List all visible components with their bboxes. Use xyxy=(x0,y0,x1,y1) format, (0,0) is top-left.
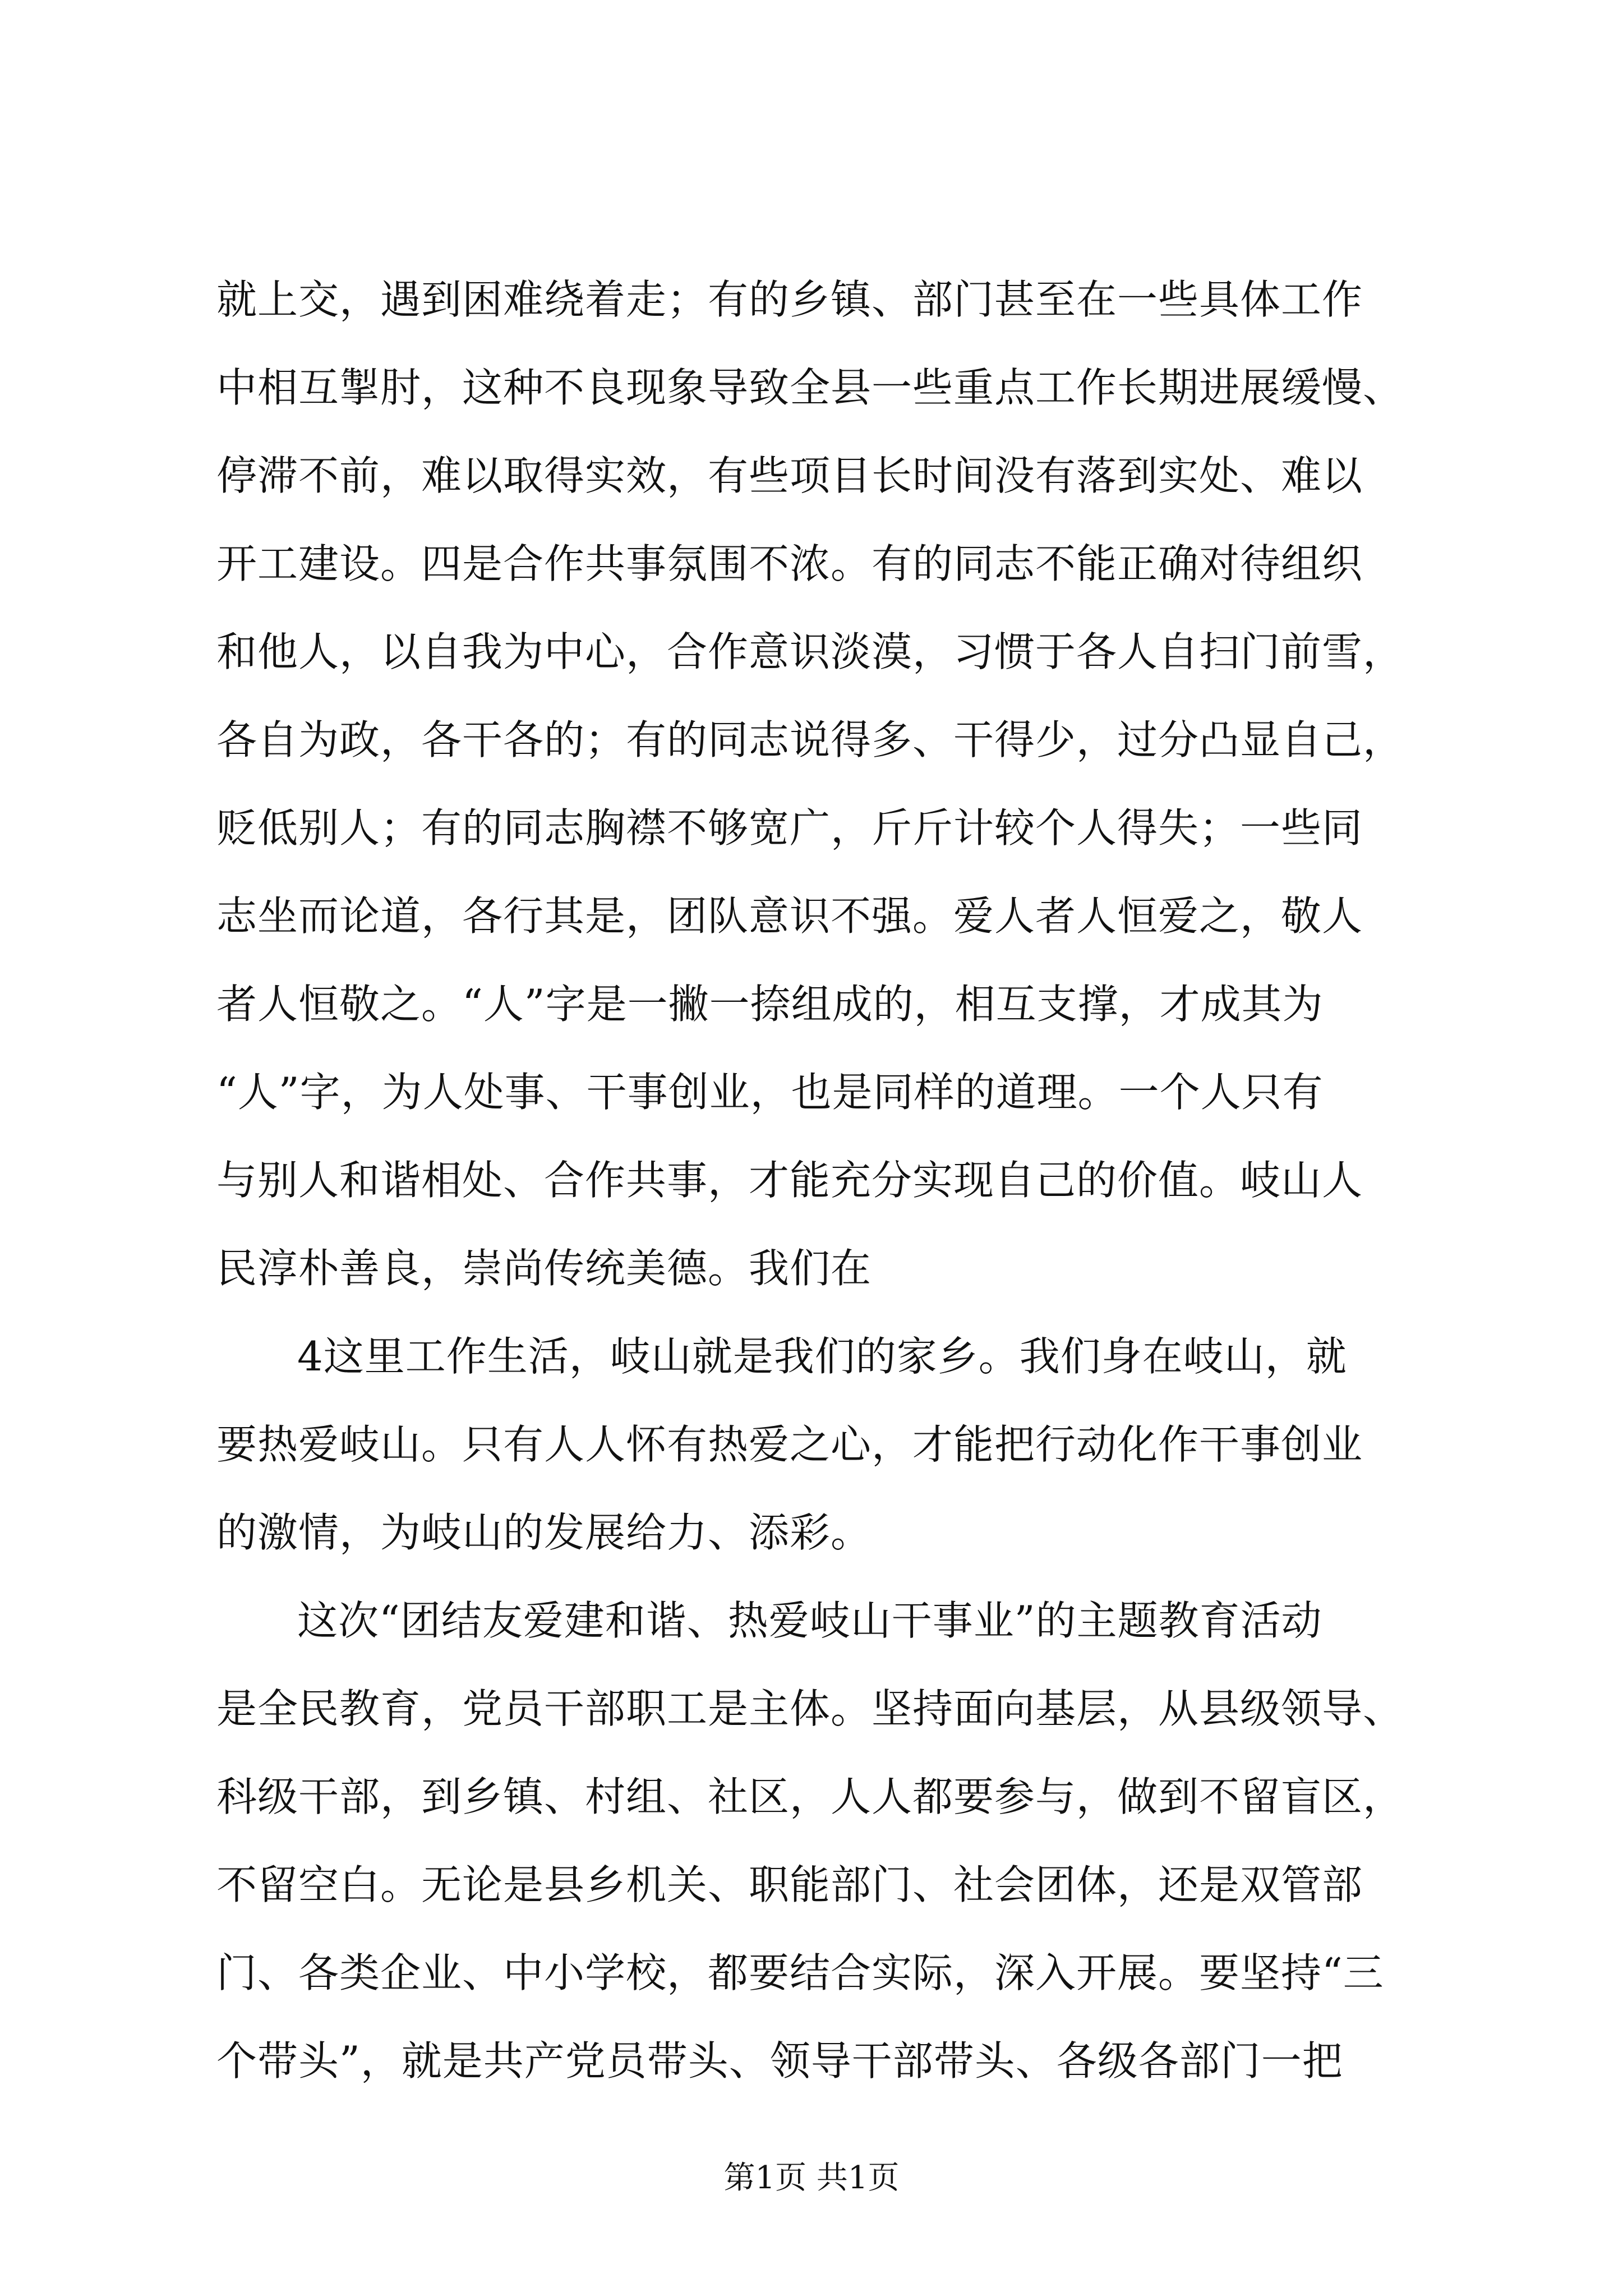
text-line: 要热爱岐山。只有人人怀有热爱之心，才能把行动化作干事创业 xyxy=(216,1421,1363,1468)
body-text xyxy=(216,256,1473,2105)
text-line: 民淳朴善良，崇尚传统美德。我们在 xyxy=(216,1245,872,1292)
text-line: 4这里工作生活，岐山就是我们的家乡。我们身在岐山，就 xyxy=(297,1333,1347,1380)
text-line: 个带头”，就是共产党员带头、领导干部带头、各级各部门一把 xyxy=(216,2037,1343,2085)
text-line: 门、各类企业、中小学校，都要结合实际，深入开展。要坚持“三 xyxy=(216,1949,1384,1996)
text-line: 停滞不前，难以取得实效，有些项目长时间没有落到实处、难以 xyxy=(216,452,1363,499)
text-line: 与别人和谐相处、合作共事，才能充分实现自己的价值。岐山人 xyxy=(216,1157,1363,1204)
text-line: 和他人，以自我为中心，合作意识淡漠，习惯于各人自扫门前雪， xyxy=(216,628,1404,675)
text-line: 中相互掣肘，这种不良现象导致全县一些重点工作长期进展缓慢、 xyxy=(216,364,1404,411)
page-footer: 第1页 共1页 xyxy=(723,2160,900,2196)
text-line: 志坐而论道，各行其是，团队意识不强。爱人者人恒爱之，敬人 xyxy=(216,892,1363,940)
text-line: 这次“团结友爱建和谐、热爱岐山干事业”的主题教育活动 xyxy=(297,1597,1322,1644)
text-line: 贬低别人；有的同志胸襟不够宽广，斤斤计较个人得失；一些同 xyxy=(216,804,1363,852)
text-line: 开工建设。四是合作共事氛围不浓。有的同志不能正确对待组织 xyxy=(216,540,1363,587)
text-line: 科级干部，到乡镇、村组、社区，人人都要参与，做到不留盲区， xyxy=(216,1773,1404,1820)
text-line: “人”字，为人处事、干事创业，也是同样的道理。一个人只有 xyxy=(216,1069,1324,1116)
text-line: 是全民教育，党员干部职工是主体。坚持面向基层，从县级领导、 xyxy=(216,1685,1404,1732)
text-line: 的激情，为岐山的发展给力、添彩。 xyxy=(216,1509,872,1556)
text-line: 者人恒敬之。“人”字是一撇一捺组成的，相互支撑，才成其为 xyxy=(216,981,1324,1028)
text-line: 就上交，遇到困难绕着走；有的乡镇、部门甚至在一些具体工作 xyxy=(216,276,1363,323)
text-line: 各自为政，各干各的；有的同志说得多、干得少，过分凸显自己， xyxy=(216,716,1404,763)
text-line: 不留空白。无论是县乡机关、职能部门、社会团体，还是双管部 xyxy=(216,1861,1363,1908)
